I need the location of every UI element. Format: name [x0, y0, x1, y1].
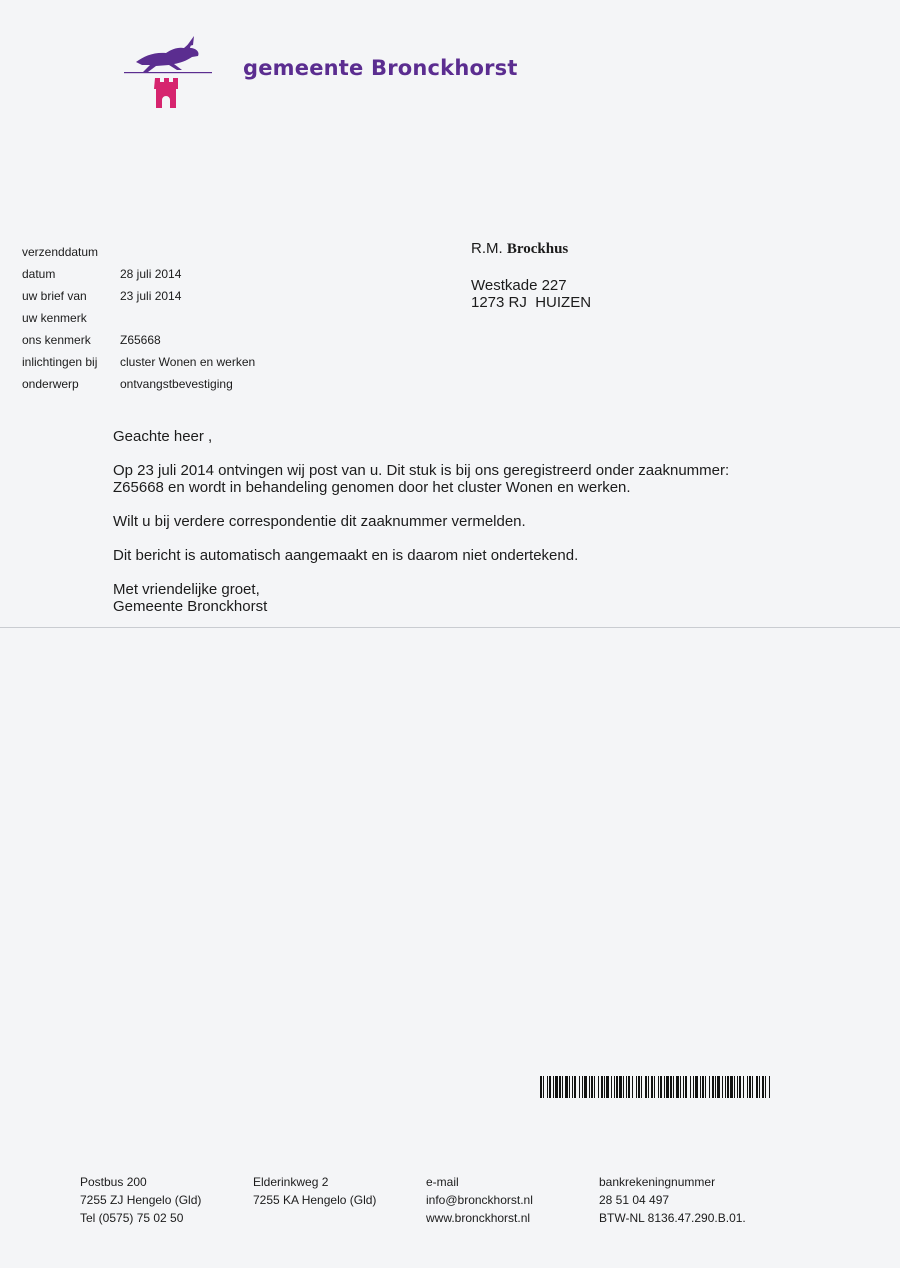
barcode-bar — [553, 1076, 554, 1098]
barcode-bar — [666, 1076, 669, 1098]
meta-value: cluster Wonen en werken — [120, 355, 256, 369]
footer-bank-info — [599, 1173, 746, 1227]
barcode-bar — [604, 1076, 605, 1098]
barcode-bar — [762, 1076, 764, 1098]
barcode-bar — [606, 1076, 609, 1098]
barcode-bar — [654, 1076, 655, 1098]
meta-label: uw kenmerk — [22, 311, 87, 325]
barcode-bar — [752, 1076, 753, 1098]
recipient-name — [471, 240, 591, 258]
barcode-bar — [641, 1076, 642, 1098]
footer-line: e-mail — [426, 1175, 459, 1189]
barcode-bar — [638, 1076, 640, 1098]
barcode-bar — [660, 1076, 662, 1098]
signature: Gemeente Bronckhorst — [113, 598, 268, 615]
barcode-bar — [547, 1076, 548, 1098]
footer-email-link[interactable]: info@bronckhorst.nl — [426, 1193, 533, 1207]
barcode-bar — [559, 1076, 561, 1098]
barcode-bar — [664, 1076, 665, 1098]
barcode-bar — [549, 1076, 551, 1098]
barcode-bar — [651, 1076, 653, 1098]
barcode-bar — [722, 1076, 723, 1098]
barcode-bar — [759, 1076, 760, 1098]
barcode-bar — [565, 1076, 568, 1098]
barcode-bar — [626, 1076, 627, 1098]
barcode-bar — [594, 1076, 595, 1098]
meta-value: 28 juli 2014 — [120, 267, 182, 281]
barcode-bar — [562, 1076, 563, 1098]
barcode-bar — [628, 1076, 630, 1098]
barcode-bar — [569, 1076, 570, 1098]
meta-label: uw brief van — [22, 289, 87, 303]
barcode-bar — [614, 1076, 615, 1098]
barcode-bar — [702, 1076, 704, 1098]
barcode-bar — [739, 1076, 741, 1098]
barcode-bar — [769, 1076, 770, 1098]
barcode-bar — [658, 1076, 659, 1098]
footer-line: 28 51 04 497 — [599, 1193, 670, 1207]
meta-label: ons kenmerk — [22, 333, 91, 347]
paragraph: Op 23 juli 2014 ontvingen wij post van u. Dit stuk is bij ons geregistreerd onder zaaknummer: Z65668 en wordt in behandeling genomen door het cluster Wonen en werken. — [113, 462, 730, 496]
barcode-bar — [673, 1076, 674, 1098]
closing: Met vriendelijke groet, — [113, 581, 260, 598]
meta-label: onderwerp — [22, 377, 79, 391]
barcode-bar — [693, 1076, 694, 1098]
barcode-bar — [632, 1076, 633, 1098]
meta-value: Z65668 — [120, 333, 161, 347]
organization-name: gemeente Bronckhorst — [243, 56, 518, 80]
meta-label: verzenddatum — [22, 245, 99, 259]
paragraph: Wilt u bij verdere correspondentie dit zaaknummer vermelden. — [113, 513, 526, 530]
meta-label: inlichtingen bij — [22, 355, 98, 369]
barcode-bar — [611, 1076, 612, 1098]
footer-line: bankrekeningnummer — [599, 1175, 716, 1189]
footer-line: Tel (0575) 75 02 50 — [80, 1211, 184, 1225]
barcode — [540, 1076, 773, 1098]
barcode-bar — [572, 1076, 573, 1098]
barcode-bar — [676, 1076, 679, 1098]
barcode-bar — [670, 1076, 672, 1098]
barcode-bar — [574, 1076, 576, 1098]
barcode-bar — [619, 1076, 622, 1098]
barcode-bar — [747, 1076, 748, 1098]
footer-website-link[interactable]: www.bronckhorst.nl — [426, 1211, 531, 1225]
barcode-bar — [725, 1076, 726, 1098]
footer-postal-address — [80, 1173, 201, 1227]
barcode-bar — [705, 1076, 706, 1098]
barcode-bar — [579, 1076, 580, 1098]
barcode-bar — [715, 1076, 716, 1098]
letter-body — [113, 428, 763, 615]
barcode-bar — [683, 1076, 684, 1098]
recipient-city: 1273 RJ HUIZEN — [471, 294, 592, 311]
barcode-bar — [623, 1076, 624, 1098]
barcode-bar — [540, 1076, 542, 1098]
footer-line: BTW-NL 8136.47.290.B.01. — [599, 1211, 746, 1225]
barcode-bar — [591, 1076, 593, 1098]
barcode-bar — [737, 1076, 738, 1098]
barcode-bar — [695, 1076, 698, 1098]
barcode-bar — [555, 1076, 558, 1098]
recipient-initials: R.M. — [471, 240, 503, 257]
barcode-bar — [543, 1076, 544, 1098]
recipient-address — [471, 240, 591, 311]
salutation: Geachte heer , — [113, 428, 213, 445]
barcode-bar — [598, 1076, 599, 1098]
fold-line — [0, 627, 900, 628]
barcode-bar — [690, 1076, 691, 1098]
paragraph: Dit bericht is automatisch aangemaakt en is daarom niet ondertekend. — [113, 547, 579, 564]
meta-value: 23 juli 2014 — [120, 289, 182, 303]
barcode-bar — [709, 1076, 710, 1098]
footer-line: 7255 ZJ Hengelo (Gld) — [80, 1193, 202, 1207]
footer-line: 7255 KA Hengelo (Gld) — [253, 1193, 377, 1207]
recipient-surname: Brockhus — [506, 241, 569, 257]
barcode-bar — [601, 1076, 603, 1098]
barcode-bar — [749, 1076, 751, 1098]
meta-label: datum — [22, 267, 56, 281]
barcode-bar — [645, 1076, 647, 1098]
barcode-bar — [743, 1076, 744, 1098]
municipality-logo — [122, 32, 214, 116]
barcode-bar — [648, 1076, 649, 1098]
barcode-bar — [685, 1076, 687, 1098]
barcode-bar — [589, 1076, 590, 1098]
divider-line — [124, 72, 212, 73]
footer-contact — [426, 1173, 533, 1227]
barcode-bar — [734, 1076, 735, 1098]
footer-visit-address — [253, 1173, 376, 1209]
footer-line: Elderinkweg 2 — [253, 1175, 329, 1189]
barcode-bar — [616, 1076, 618, 1098]
barcode-bar — [680, 1076, 681, 1098]
barcode-bar — [700, 1076, 701, 1098]
barcode-bar — [765, 1076, 766, 1098]
barcode-bar — [712, 1076, 714, 1098]
barcode-bar — [717, 1076, 720, 1098]
meta-value: ontvangstbevestiging — [120, 377, 233, 391]
barcode-bar — [582, 1076, 583, 1098]
hare-icon — [136, 36, 199, 72]
barcode-bar — [584, 1076, 587, 1098]
recipient-street: Westkade 227 — [471, 277, 567, 294]
barcode-bar — [756, 1076, 758, 1098]
barcode-bar — [727, 1076, 729, 1098]
tower-icon — [154, 78, 178, 108]
footer-line: Postbus 200 — [80, 1175, 147, 1189]
barcode-bar — [730, 1076, 733, 1098]
barcode-bar — [636, 1076, 637, 1098]
